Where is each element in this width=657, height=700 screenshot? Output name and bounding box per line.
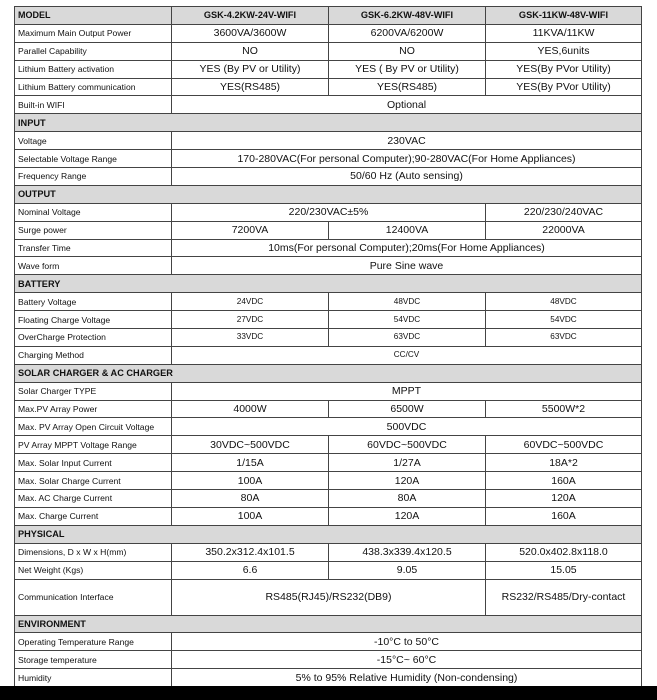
spec-value: 120A xyxy=(329,507,486,525)
spec-label: PV Array MPPT Voltage Range xyxy=(15,436,172,454)
spec-label: Communication Interface xyxy=(15,579,172,615)
spec-label: OverCharge Protection xyxy=(15,329,172,347)
section-header-row xyxy=(15,615,642,633)
spec-row xyxy=(15,436,642,454)
section-header-row xyxy=(15,185,642,203)
spec-label: Frequency Range xyxy=(15,168,172,186)
model-name: GSK-4.2KW-24V-WIFI xyxy=(172,7,329,25)
spec-value: NO xyxy=(329,42,486,60)
section-title: SOLAR CHARGER & AC CHARGER xyxy=(15,364,642,382)
spec-value: 520.0x402.8x118.0 xyxy=(486,543,642,561)
spec-row xyxy=(15,60,642,78)
spec-value: 350.2x312.4x101.5 xyxy=(172,543,329,561)
spec-value: 22000VA xyxy=(486,221,642,239)
spec-value: 60VDC~500VDC xyxy=(329,436,486,454)
spec-value: 54VDC xyxy=(486,311,642,329)
spec-value: 6.6 xyxy=(172,561,329,579)
spec-label: Wave form xyxy=(15,257,172,275)
spec-label: Parallel Capability xyxy=(15,42,172,60)
model-name: GSK-6.2KW-48V-WIFI xyxy=(329,7,486,25)
spec-value: 100A xyxy=(172,507,329,525)
spec-row xyxy=(15,203,642,221)
section-title: OUTPUT xyxy=(15,185,642,203)
section-header-row xyxy=(15,114,642,132)
spec-row xyxy=(15,669,642,687)
section-title: ENVIRONMENT xyxy=(15,615,642,633)
spec-label: Lithium Battery activation xyxy=(15,60,172,78)
spec-row xyxy=(15,329,642,347)
spec-label: Humidity xyxy=(15,669,172,687)
spec-value: 5500W*2 xyxy=(486,400,642,418)
spec-value: 220/230VAC±5% xyxy=(172,203,486,221)
spec-value: YES(RS485) xyxy=(172,78,329,96)
section-title: BATTERY xyxy=(15,275,642,293)
spec-value: 500VDC xyxy=(172,418,642,436)
spec-label: Max. AC Charge Current xyxy=(15,490,172,508)
spec-label: Net Weight (Kgs) xyxy=(15,561,172,579)
spec-value: Optional xyxy=(172,96,642,114)
spec-value: 3600VA/3600W xyxy=(172,24,329,42)
spec-row xyxy=(15,257,642,275)
spec-value: YES(RS485) xyxy=(329,78,486,96)
spec-value: 63VDC xyxy=(329,329,486,347)
spec-label: Lithium Battery communication xyxy=(15,78,172,96)
spec-value: NO xyxy=(172,42,329,60)
spec-label: Nominal Voltage xyxy=(15,203,172,221)
spec-row xyxy=(15,418,642,436)
spec-value: 48VDC xyxy=(486,293,642,311)
spec-row xyxy=(15,24,642,42)
spec-label: Max. Solar Input Current xyxy=(15,454,172,472)
spec-value: YES ( By PV or Utility) xyxy=(329,60,486,78)
spec-label: Surge power xyxy=(15,221,172,239)
spec-value: 33VDC xyxy=(172,329,329,347)
spec-value: 1/15A xyxy=(172,454,329,472)
spec-row xyxy=(15,311,642,329)
spec-row xyxy=(15,132,642,150)
spec-value: YES(By PVor Utility) xyxy=(486,60,642,78)
spec-row xyxy=(15,239,642,257)
spec-value: 438.3x339.4x120.5 xyxy=(329,543,486,561)
spec-label: Charging Method xyxy=(15,346,172,364)
spec-row xyxy=(15,382,642,400)
spec-value: 6200VA/6200W xyxy=(329,24,486,42)
spec-value: 230VAC xyxy=(172,132,642,150)
spec-value: 7200VA xyxy=(172,221,329,239)
header-label: MODEL xyxy=(15,7,172,25)
spec-row xyxy=(15,651,642,669)
spec-row xyxy=(15,221,642,239)
spec-value: 10ms(For personal Computer);20ms(For Home Appliances) xyxy=(172,239,642,257)
spec-label: Max. Solar Charge Current xyxy=(15,472,172,490)
spec-value: Pure Sine wave xyxy=(172,257,642,275)
spec-value: 63VDC xyxy=(486,329,642,347)
spec-value: 120A xyxy=(329,472,486,490)
spec-label: Dimensions, D x W x H(mm) xyxy=(15,543,172,561)
spec-label: Voltage xyxy=(15,132,172,150)
spec-value: YES (By PV or Utility) xyxy=(172,60,329,78)
spec-value: 60VDC~500VDC xyxy=(486,436,642,454)
section-header-row xyxy=(15,275,642,293)
spec-value: MPPT xyxy=(172,382,642,400)
spec-row xyxy=(15,293,642,311)
spec-value: 50/60 Hz (Auto sensing) xyxy=(172,168,642,186)
section-title: PHYSICAL xyxy=(15,525,642,543)
spec-label: Maximum Main Output Power xyxy=(15,24,172,42)
model-name: GSK-11KW-48V-WIFI xyxy=(486,7,642,25)
spec-value: 220/230/240VAC xyxy=(486,203,642,221)
spec-label: Selectable Voltage Range xyxy=(15,150,172,168)
spec-label: Transfer Time xyxy=(15,239,172,257)
spec-label: Built-in WIFI xyxy=(15,96,172,114)
spec-row xyxy=(15,346,642,364)
spec-value: 9.05 xyxy=(329,561,486,579)
spec-label: Max. Charge Current xyxy=(15,507,172,525)
spec-row xyxy=(15,507,642,525)
spec-row xyxy=(15,400,642,418)
spec-value: 30VDC~500VDC xyxy=(172,436,329,454)
spec-row xyxy=(15,472,642,490)
section-header-row xyxy=(15,525,642,543)
spec-value: 18A*2 xyxy=(486,454,642,472)
spec-row xyxy=(15,454,642,472)
spec-value: 27VDC xyxy=(172,311,329,329)
spec-row xyxy=(15,96,642,114)
spec-value: YES(By PVor Utility) xyxy=(486,78,642,96)
spec-row xyxy=(15,633,642,651)
spec-label: Storage temperature xyxy=(15,651,172,669)
spec-label: Solar Charger TYPE xyxy=(15,382,172,400)
spec-row xyxy=(15,579,642,615)
spec-value: CC/CV xyxy=(172,346,642,364)
spec-label: Max.PV Array Power xyxy=(15,400,172,418)
spec-value: -10°C to 50°C xyxy=(172,633,642,651)
spec-value: 5% to 95% Relative Humidity (Non-condensing) xyxy=(172,669,642,687)
spec-row xyxy=(15,150,642,168)
spec-row xyxy=(15,543,642,561)
spec-value: 100A xyxy=(172,472,329,490)
spec-row xyxy=(15,168,642,186)
section-header-row xyxy=(15,364,642,382)
spec-value: 48VDC xyxy=(329,293,486,311)
spec-value: 6500W xyxy=(329,400,486,418)
bottom-black-bar xyxy=(0,686,657,700)
spec-value: RS485(RJ45)/RS232(DB9) xyxy=(172,579,486,615)
spec-label: Operating Temperature Range xyxy=(15,633,172,651)
spec-row xyxy=(15,78,642,96)
spec-label: Floating Charge Voltage xyxy=(15,311,172,329)
spec-label: Max. PV Array Open Circuit Voltage xyxy=(15,418,172,436)
spec-value: 170-280VAC(For personal Computer);90-280VAC(For Home Appliances) xyxy=(172,150,642,168)
spec-value: YES,6units xyxy=(486,42,642,60)
section-title: INPUT xyxy=(15,114,642,132)
spec-row xyxy=(15,490,642,508)
spec-row xyxy=(15,42,642,60)
spec-sheet xyxy=(14,6,641,687)
spec-value: RS232/RS485/Dry-contact xyxy=(486,579,642,615)
spec-value: -15°C~ 60°C xyxy=(172,651,642,669)
spec-value: 80A xyxy=(329,490,486,508)
spec-table xyxy=(14,6,642,687)
spec-value: 80A xyxy=(172,490,329,508)
spec-value: 160A xyxy=(486,507,642,525)
header-row xyxy=(15,7,642,25)
spec-value: 24VDC xyxy=(172,293,329,311)
spec-value: 120A xyxy=(486,490,642,508)
spec-value: 4000W xyxy=(172,400,329,418)
spec-label: Battery Voltage xyxy=(15,293,172,311)
spec-value: 11KVA/11KW xyxy=(486,24,642,42)
spec-value: 160A xyxy=(486,472,642,490)
spec-row xyxy=(15,561,642,579)
spec-value: 12400VA xyxy=(329,221,486,239)
spec-value: 54VDC xyxy=(329,311,486,329)
spec-value: 15.05 xyxy=(486,561,642,579)
spec-value: 1/27A xyxy=(329,454,486,472)
